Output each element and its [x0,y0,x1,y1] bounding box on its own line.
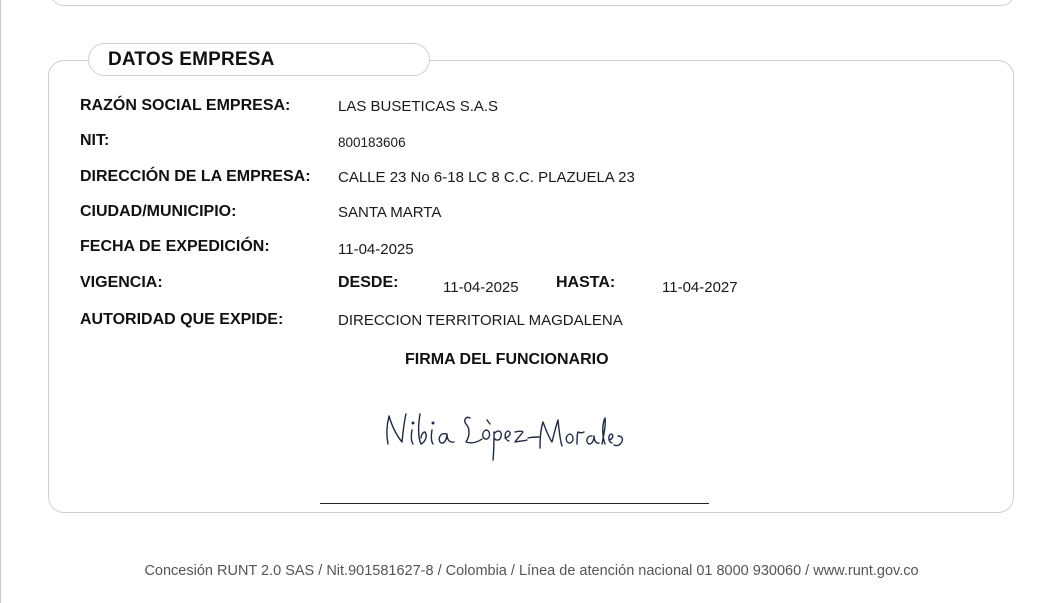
nit-value: 800183606 [338,135,406,150]
previous-section-box [50,0,1015,6]
fecha-expedicion-label: FECHA DE EXPEDICIÓN: [80,238,270,255]
firma-title: FIRMA DEL FUNCIONARIO [405,351,609,368]
nit-label: NIT: [80,132,110,149]
ciudad-label: CIUDAD/MUNICIPIO: [80,203,237,220]
desde-label: DESDE: [338,274,399,291]
section-title: DATOS EMPRESA [108,49,275,70]
handwritten-signature [380,408,630,466]
row-ciudad [80,203,980,227]
autoridad-label: AUTORIDAD QUE EXPIDE: [80,311,284,328]
row-fecha-expedicion [80,238,980,262]
row-razon-social [80,97,980,121]
fecha-expedicion-value: 11-04-2025 [338,241,414,258]
direccion-value: CALLE 23 No 6-18 LC 8 C.C. PLAZUELA 23 [338,169,635,186]
direccion-label: DIRECCIÓN DE LA EMPRESA: [80,168,311,185]
row-direccion [80,168,980,192]
razon-social-label: RAZÓN SOCIAL EMPRESA: [80,97,291,114]
row-nit [80,132,980,156]
hasta-label: HASTA: [556,274,616,291]
signature-line [320,503,709,504]
vigencia-label: VIGENCIA: [80,274,163,291]
desde-value: 11-04-2025 [443,279,519,296]
footer-text: Concesión RUNT 2.0 SAS / Nit.901581627-8 / Colombia / Línea de atención nacional 01 8000 930060 / www.runt.gov.co [144,563,919,579]
autoridad-value: DIRECCION TERRITORIAL MAGDALENA [338,312,623,329]
row-autoridad [80,311,980,335]
ciudad-value: SANTA MARTA [338,204,442,221]
razon-social-value: LAS BUSETICAS S.A.S [338,98,499,115]
page-left-border [0,0,1,603]
row-vigencia [80,274,980,298]
hasta-value: 11-04-2027 [662,279,738,296]
